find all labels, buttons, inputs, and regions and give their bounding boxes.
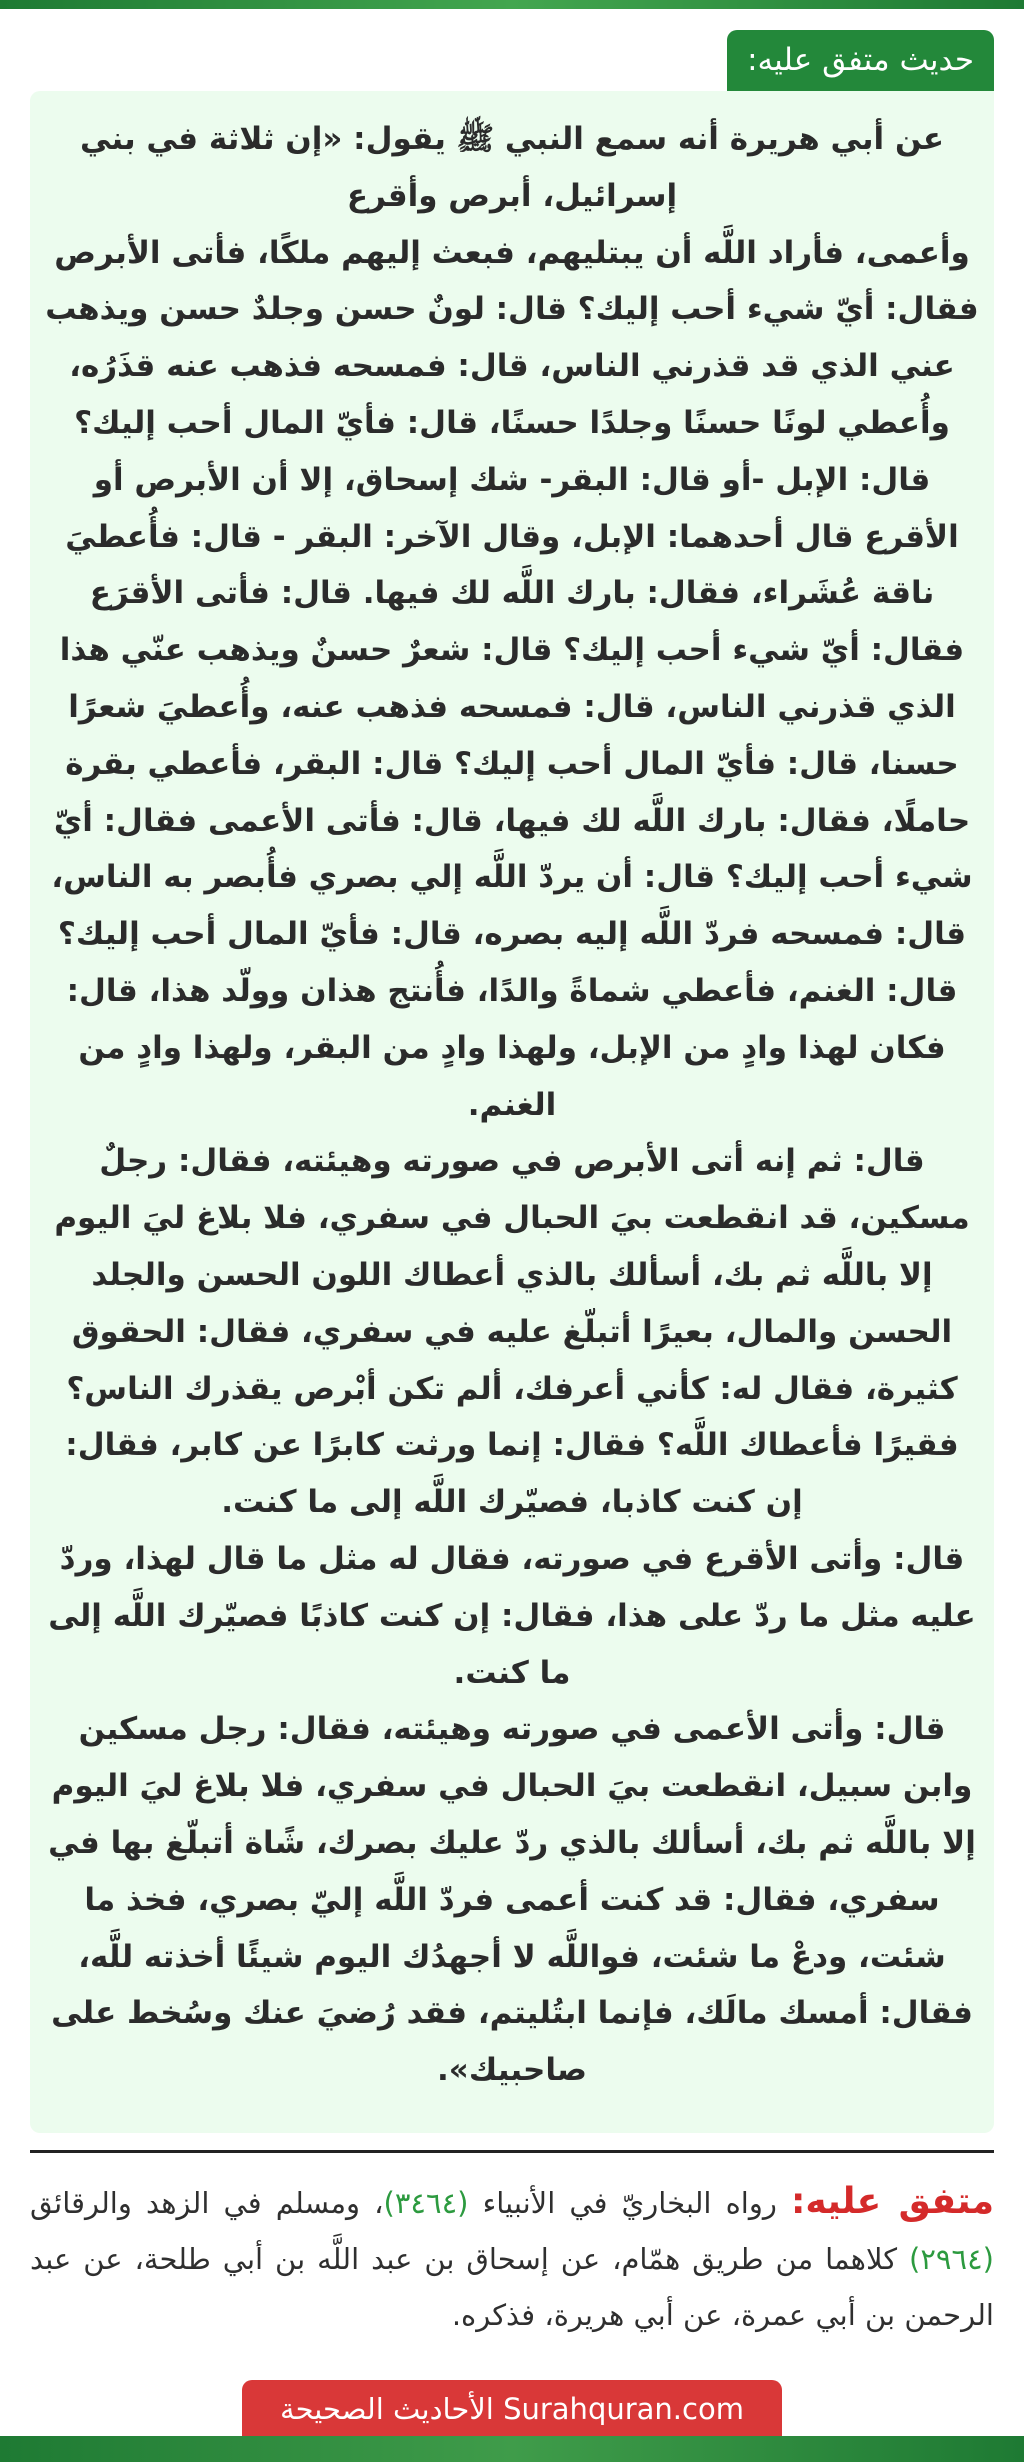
reference-bukhari: (٣٤٦٤) xyxy=(383,2186,469,2220)
bottom-accent-bar xyxy=(0,2436,1024,2462)
hadith-text: عن أبي هريرة أنه سمع النبي ﷺ يقول: «إن ثلاثة في بني إسرائيل، أبرص وأقرع وأعمى، فأراد اللَّه أن يبتليهم، فبعث إليهم ملكًا، فأتى الأبرص فقال: أيّ شيء أحب إليك؟ قال: لونٌ حسن وجلدٌ حسن ويذهب عني الذي قد قذرني الناس، قال: فمسحه فذهب عنه قذَرُه، وأُعطي لونًا حسنًا وجلدًا حسنًا، قال: فأيّ المال أحب إليك؟ قال: الإبل -أو قال: البقر- شك إسحاق، إلا أن الأبرص أو الأقرع قال أحدهما: الإبل، وقال الآخر: البقر - قال: فأُعطيَ ناقة عُشَراء، فقال: بارك اللَّه لك فيها. قال: فأتى الأقرَع فقال: أيّ شيء أحب إليك؟ قال: شعرٌ حسنٌ ويذهب عنّي هذا الذي قذرني الناس، قال: فمسحه فذهب عنه، وأُعطيَ شعرًا حسنا، قال: فأيّ المال أحب إليك؟ قال: البقر، فأعطي بقرة حاملًا، فقال: بارك اللَّه لك فيها، قال: فأتى الأعمى فقال: أيّ شيء أحب إليك؟ قال: أن يردّ اللَّه إلي بصري فأُبصر به الناس، قال: فمسحه فردّ اللَّه إليه بصره، قال: فأيّ المال أحب إليك؟ قال: الغنم، فأعطي شماةً والدًا، فأُنتج هذان وولّد هذا، قال: فكان لهذا وادٍ من الإبل، ولهذا وادٍ من البقر، ولهذا وادٍ من الغنم. قال: ثم إنه أتى الأبرص في صورته وهيئته، فقال: رجلٌ مسكين، قد انقطعت بيَ الحبال في سفري، فلا بلاغ ليَ اليوم إلا باللَّه ثم بك، أسألك بالذي أعطاك اللون الحسن والجلد الحسن والمال، بعيرًا أتبلّغ عليه في سفري، فقال: الحقوق كثيرة، فقال له: كأني أعرفك، ألم تكن أبْرص يقذرك الناس؟ فقيرًا فأعطاك اللَّه؟ فقال: إنما ورثت كابرًا عن كابر، فقال: إن كنت كاذبا، فصيّرك اللَّه إلى ما كنت. قال: وأتى الأقرع في صورته، فقال له مثل ما قال لهذا، وردّ عليه مثل ما ردّ على هذا، فقال: إن كنت كاذبًا فصيّرك اللَّه إلى ما كنت. قال: وأتى الأعمى في صورته وهيئته، فقال: رجل مسكين وابن سبيل، انقطعت بيَ الحبال في سفري، فلا بلاغ ليَ اليوم إلا باللَّه ثم بك، أسألك بالذي ردّ عليك بصرك، شًاة أتبلّغ بها في سفري، فقال: قد كنت أعمى فردّ اللَّه إليّ بصري، فخذ ما شئت، ودعْ ما شئت، فواللَّه لا أجهدُك اليوم شيئًا أخذته للَّه، فقال: أمسك مالَك، فإنما ابتُليتم، فقد رُضيَ عنك وسُخط على صاحبيك». xyxy=(45,121,979,2089)
source-text-part2: ، ومسلم في الزهد والرقائق xyxy=(30,2186,384,2220)
source-citation xyxy=(30,2174,994,2343)
source-text-part3: كلاهما من طريق همّام، عن إسحاق بن عبد اللَّه بن أبي طلحة، عن عبد الرحمن بن أبي عمرة، عن أبي هريرة، فذكره. xyxy=(30,2242,994,2332)
top-accent-bar xyxy=(0,0,1024,9)
source-label: متفق عليه: xyxy=(791,2181,995,2222)
hadith-container xyxy=(30,91,994,2133)
section-title: حديث متفق عليه: xyxy=(747,42,974,78)
section-title-tab xyxy=(727,30,994,91)
source-text-part1: رواه البخاريّ في الأنبياء xyxy=(468,2186,791,2220)
reference-muslim: (٢٩٦٤) xyxy=(909,2242,994,2276)
site-badge-label: الأحاديث الصحيحة Surahquran.com xyxy=(280,2392,744,2426)
divider xyxy=(30,2150,994,2153)
site-badge[interactable] xyxy=(242,2380,782,2438)
